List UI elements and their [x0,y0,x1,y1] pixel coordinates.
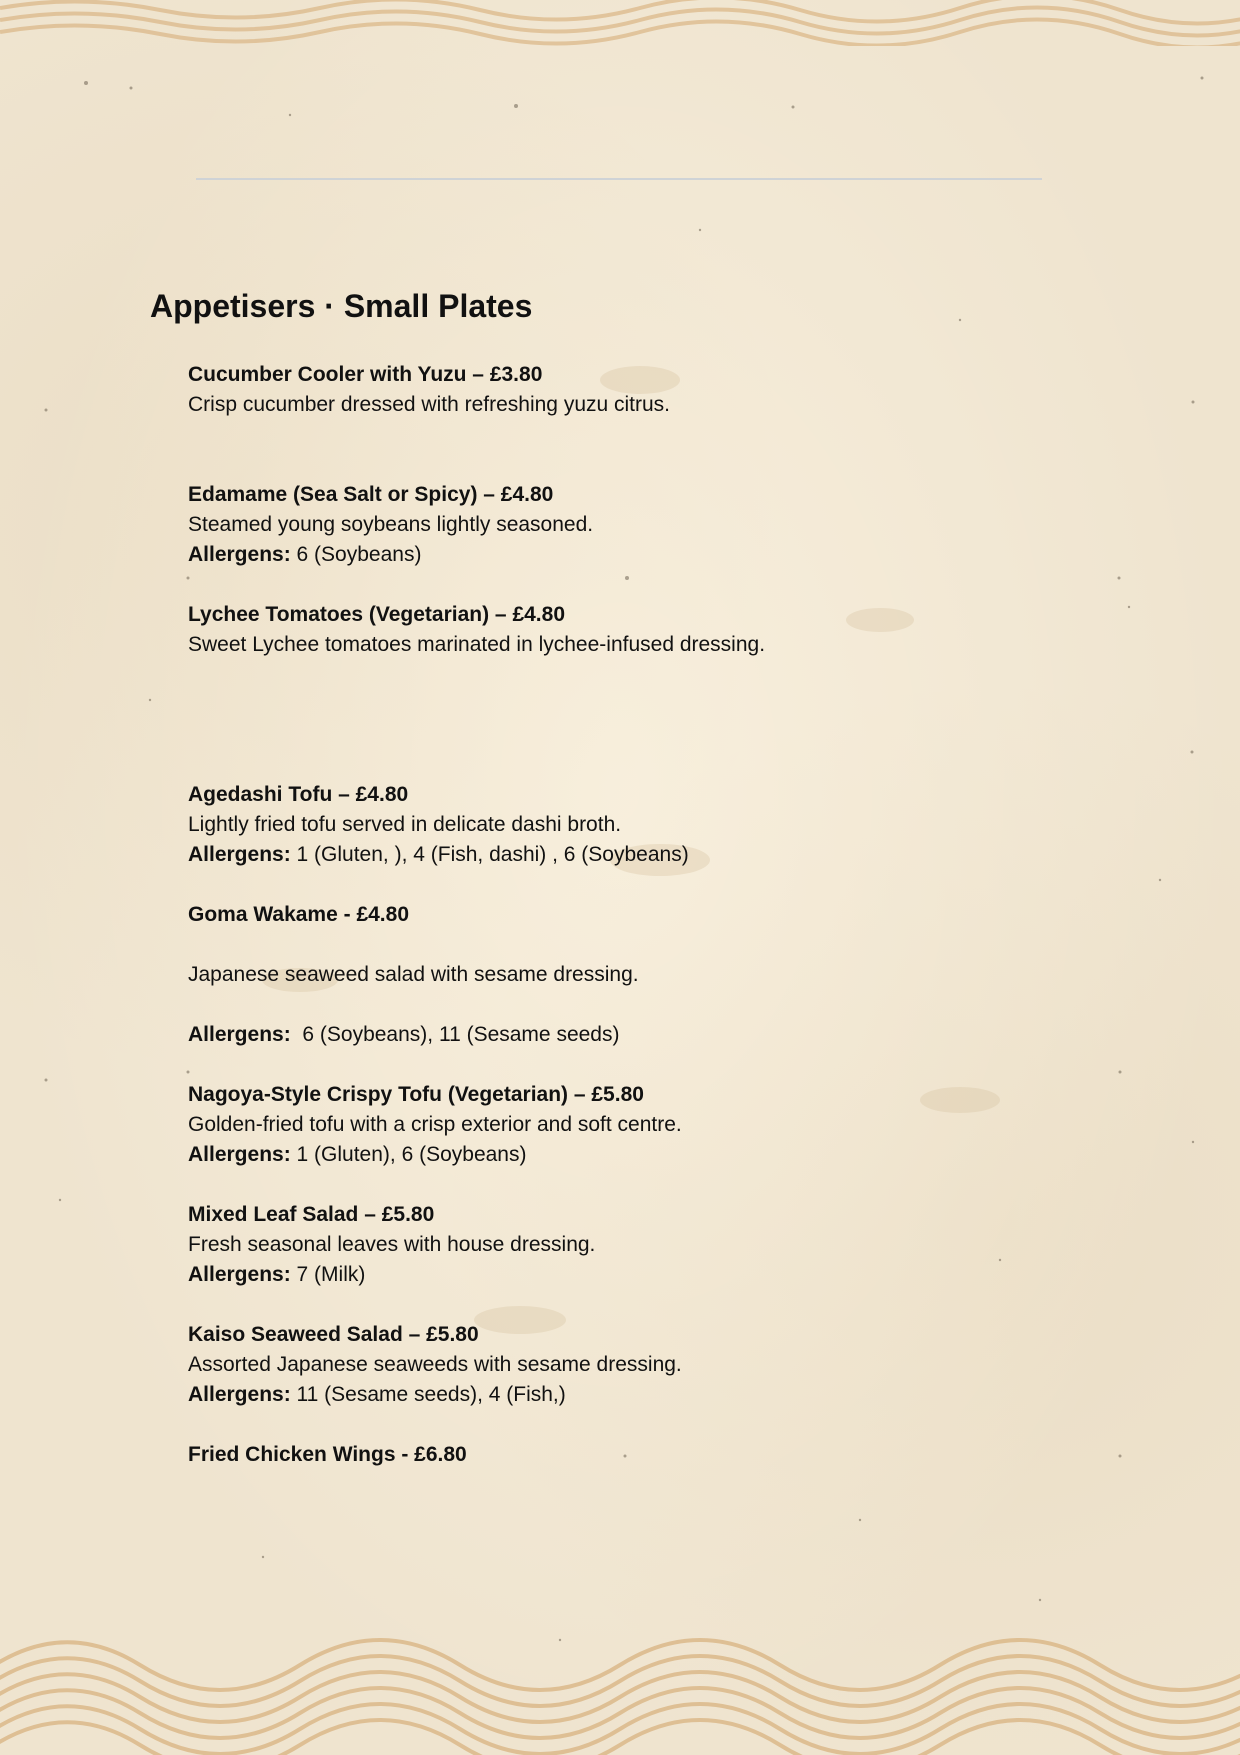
spacer [188,930,1088,960]
spacer [188,1170,1088,1200]
spacer [188,1410,1088,1440]
allergens-value: 6 (Soybeans), 11 (Sesame seeds) [290,1023,620,1046]
allergens-label: Allergens: [188,1143,291,1166]
header-divider [196,178,1042,180]
allergens-label: Allergens: [188,843,291,866]
item-description: Lightly fried tofu served in delicate dashi broth. [188,813,622,836]
item-name: Fried Chicken Wings - £6.80 [188,1443,467,1466]
menu-item [188,1080,1088,1170]
spacer [188,570,1088,600]
allergens-label: Allergens: [188,1263,291,1286]
allergens-label: Allergens: [188,1023,291,1046]
item-name: Goma Wakame - £4.80 [188,903,409,926]
item-name: Edamame (Sea Salt or Spicy) – £4.80 [188,483,554,506]
item-name: Kaiso Seaweed Salad – £5.80 [188,1323,479,1346]
item-description: Crisp cucumber dressed with refreshing yuzu citrus. [188,393,671,416]
spacer [188,1290,1088,1320]
menu-item [188,360,1088,420]
item-name: Nagoya-Style Crispy Tofu (Vegetarian) – £5.80 [188,1083,644,1106]
item-allergens [188,1020,1088,1050]
item-description: Japanese seaweed salad with sesame dressing. [188,963,639,986]
item-description: Sweet Lychee tomatoes marinated in lychee-infused dressing. [188,633,766,656]
spacer [188,870,1088,900]
item-name: Lychee Tomatoes (Vegetarian) – £4.80 [188,603,565,626]
allergens-value: 11 (Sesame seeds), 4 (Fish,) [290,1383,566,1406]
allergens-value: 1 (Gluten, ), 4 (Fish, dashi) , 6 (Soybeans) [290,843,689,866]
item-name: Agedashi Tofu – £4.80 [188,783,409,806]
menu-item [188,1320,1088,1410]
spacer [188,990,1088,1020]
menu-item [188,600,1088,660]
menu-item [188,1440,1088,1470]
item-name: Mixed Leaf Salad – £5.80 [188,1203,435,1226]
allergens-value: 7 (Milk) [290,1263,366,1286]
item-description: Golden-fried tofu with a crisp exterior and soft centre. [188,1113,682,1136]
bottom-wave-border [0,1605,1240,1755]
item-allergens [188,1380,1088,1410]
allergens-label: Allergens: [188,1383,291,1406]
allergens-label: Allergens: [188,543,291,566]
spacer [188,420,1088,480]
item-allergens [188,840,1088,870]
menu-items [188,360,1088,1470]
section-title: Appetisers · Small Plates [150,288,533,324]
item-name: Cucumber Cooler with Yuzu – £3.80 [188,363,543,386]
item-allergens [188,1140,1088,1170]
menu-item [188,1200,1088,1290]
item-allergens [188,540,1088,570]
menu-item [188,780,1088,870]
spacer [188,1050,1088,1080]
menu-item [188,480,1088,570]
top-wave-border [0,0,1240,46]
item-description: Steamed young soybeans lightly seasoned. [188,513,594,536]
allergens-value: 6 (Soybeans) [290,543,422,566]
allergens-value: 1 (Gluten), 6 (Soybeans) [290,1143,527,1166]
item-description: Assorted Japanese seaweeds with sesame dressing. [188,1353,682,1376]
item-allergens [188,1260,1088,1290]
menu-item [188,900,1088,1050]
item-description: Fresh seasonal leaves with house dressing. [188,1233,596,1256]
spacer [188,660,1088,780]
